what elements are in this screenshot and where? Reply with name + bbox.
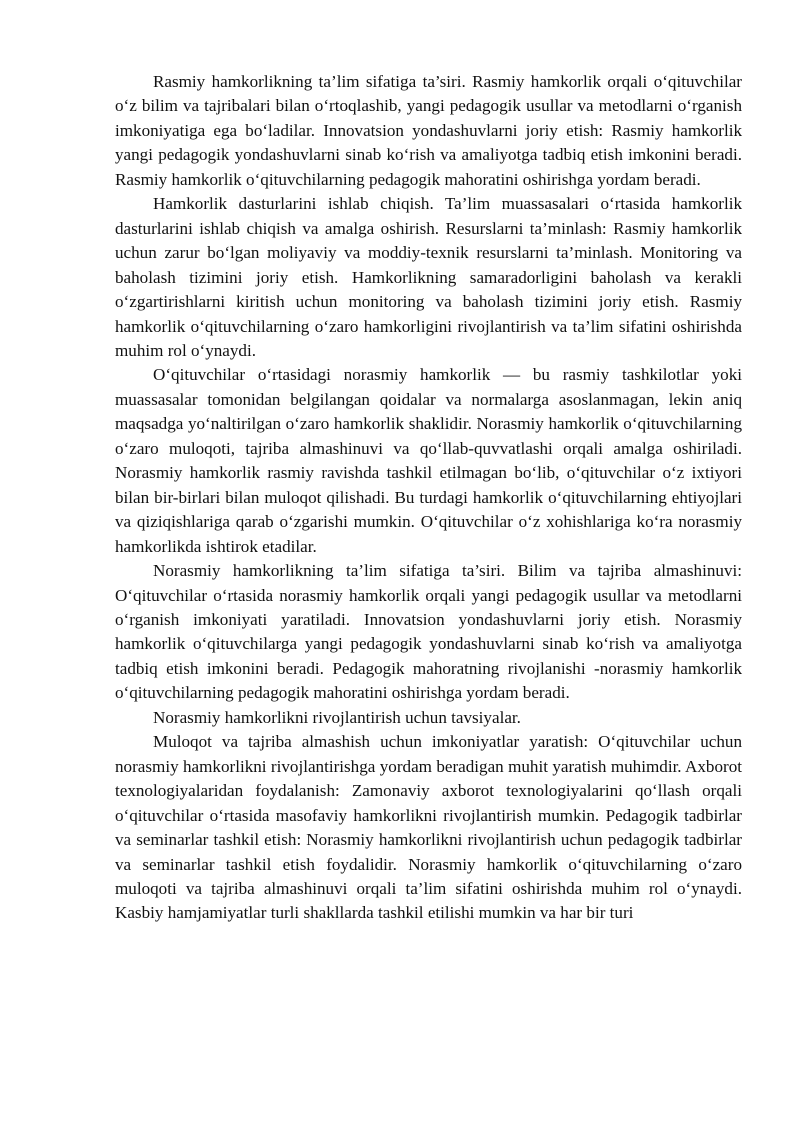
- paragraph-recommendations-heading: Norasmiy hamkorlikni rivojlantirish uchun tavsiyalar.: [153, 707, 521, 727]
- paragraph-collaboration-programs: Hamkorlik dasturlarini ishlab chiqish. Ta’lim muassasalari o‘rtasida hamkorlik dasturlarini ishlab chiqish va amalga oshirish. Resurslarni ta’minlash: Rasmiy hamkorlik uchun zarur bo‘lgan moliyaviy va moddiy-texnik resurslarni ta’minlash. Monitoring va baholash tizimini joriy etish. Hamkorlikning samaradorligini baholash va kerakli o‘zgartirishlarni kiritish uchun monitoring va baholash tizimini joriy etish. Rasmiy hamkorlik o‘qituvchilarning o‘zaro hamkorligini rivojlantirish va ta’lim sifatini oshirishda muhim rol o‘ynaydi.: [115, 194, 742, 360]
- paragraph-formal-collaboration-impact: Rasmiy hamkorlikning ta’lim sifatiga ta’siri. Rasmiy hamkorlik orqali o‘qituvchilar o‘z bilim va tajribalari bilan o‘rtoqlashib, yangi pedagogik usullar va metodlarni o‘rganish imkoniyatiga ega bo‘ladilar. Innovatsion yondashuvlarni joriy etish: Rasmiy hamkorlik yangi pedagogik yondashuvlarni sinab ko‘rish va amaliyotga tadbiq etish imkonini beradi. Rasmiy hamkorlik o‘qituvchilarning pedagogik mahoratini oshirishga yordam beradi.: [115, 72, 742, 189]
- paragraph-informal-collaboration-impact: Norasmiy hamkorlikning ta’lim sifatiga ta’siri. Bilim va tajriba almashinuvi: O‘qituvchilar o‘rtasida norasmiy hamkorlik orqali yangi pedagogik usullar va metodlarni o‘rganish imkoniyati yaratiladi. Innovatsion yondashuvlarni joriy etish. Norasmiy hamkorlik o‘qituvchilarga yangi pedagogik yondashuvlarni sinab ko‘rish va amaliyotga tadbiq etish imkonini beradi. Pedagogik mahoratning rivojlanishi -norasmiy hamkorlik o‘qituvchilarning pedagogik mahoratini oshirishga yordam beradi.: [115, 561, 742, 703]
- paragraph-recommendations: Muloqot va tajriba almashish uchun imkoniyatlar yaratish: O‘qituvchilar uchun norasmiy hamkorlikni rivojlantirishga yordam beradigan muhit yaratish muhimdir. Axborot texnologiyalaridan foydalanish: Zamonaviy axborot texnologiyalarini qo‘llash orqali o‘qituvchilar o‘rtasida masofaviy hamkorlikni rivojlantirish mumkin. Pedagogik tadbirlar va seminarlar tashkil etish: Norasmiy hamkorlikni rivojlantirish uchun pedagogik tadbirlar va seminarlar tashkil etish foydalidir. Norasmiy hamkorlik o‘qituvchilarning o‘zaro muloqoti va tajriba almashinuvi orqali ta’lim sifatini oshirishda muhim rol o‘ynaydi. Kasbiy hamjamiyatlar turli shakllarda tashkil etilishi mumkin va har bir turi: [115, 732, 742, 923]
- document-page: [115, 70, 742, 926]
- paragraph-informal-collaboration-definition: O‘qituvchilar o‘rtasidagi norasmiy hamkorlik — bu rasmiy tashkilotlar yoki muassasalar tomonidan belgilangan qoidalar va normalarga asoslanmagan, lekin aniq maqsadga yo‘naltirilgan o‘zaro hamkorlik shaklidir. Norasmiy hamkorlik o‘qituvchilarning o‘zaro muloqoti, tajriba almashinuvi va qo‘llab-quvvatlashi orqali amalga oshiriladi. Norasmiy hamkorlik rasmiy ravishda tashkil etilmagan bo‘lib, o‘qituvchilar o‘z ixtiyori bilan bir-birlari bilan muloqot qilishadi. Bu turdagi hamkorlik o‘qituvchilarning ehtiyojlari va qiziqishlariga qarab o‘zgarishi mumkin. O‘qituvchilar o‘z xohishlariga ko‘ra norasmiy hamkorlikda ishtirok etadilar.: [115, 365, 742, 556]
